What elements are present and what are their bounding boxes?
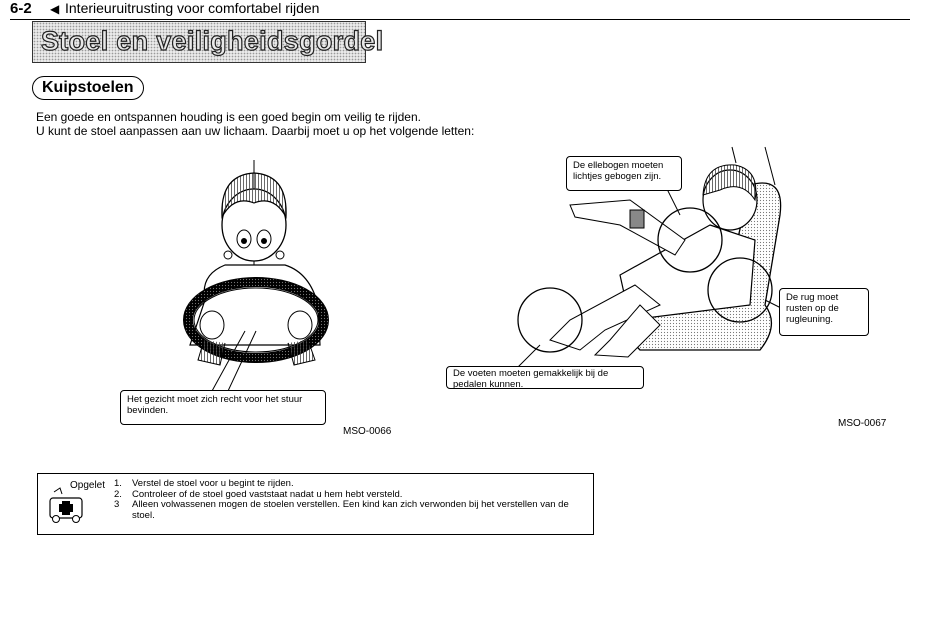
chapter-title-box <box>32 21 384 63</box>
intro-line: Een goede en ontspannen houding is een goed begin om veilig te rijden. <box>36 110 421 124</box>
callout-back: De rug moet rusten op de rugleuning. <box>779 288 869 336</box>
callout-elbows: De ellebogen moeten lichtjes gebogen zijn. <box>566 156 682 191</box>
page-number: 6-2 <box>10 0 32 17</box>
subsection-title: Kuipstoelen <box>32 76 144 100</box>
caution-label: Opgelet <box>70 480 106 491</box>
caution-item-number: 2. <box>114 488 122 500</box>
caution-item-number: 3 <box>114 499 120 510</box>
intro-text <box>36 110 474 138</box>
section-title: Interieuruitrusting voor comfortabel rijden <box>65 0 320 16</box>
caution-item-text: Verstel de stoel voor u begint te rijden. <box>132 478 294 489</box>
caution-item <box>114 500 584 521</box>
driver-front-illustration <box>170 155 350 395</box>
caution-item-text: Alleen volwassenen mogen de stoelen verstellen. Een kind kan zich verwonden bij het verstellen van de stoel. <box>132 499 569 521</box>
figure-code-right: MSO-0067 <box>838 418 887 429</box>
caution-box <box>37 473 594 535</box>
callout-face: Het gezicht moet zich recht voor het stuur bevinden. <box>120 390 326 425</box>
caution-item <box>114 479 584 490</box>
callout-feet: De voeten moeten gemakkelijk bij de pedalen kunnen. <box>446 366 644 389</box>
caution-item-text: Controleer of de stoel goed vaststaat nadat u hem hebt versteld. <box>132 488 403 500</box>
back-arrow-icon: ◀ <box>50 2 60 16</box>
header-rule <box>10 19 910 20</box>
caution-item-number: 1. <box>114 478 122 489</box>
chapter-title: Stoel en veiligheidsgordel <box>41 26 384 56</box>
caution-list <box>114 479 584 521</box>
figure-code-left: MSO-0066 <box>343 426 392 437</box>
intro-line: U kunt de stoel aanpassen aan uw lichaam. Daarbij moet u op het volgende letten: <box>36 124 475 138</box>
